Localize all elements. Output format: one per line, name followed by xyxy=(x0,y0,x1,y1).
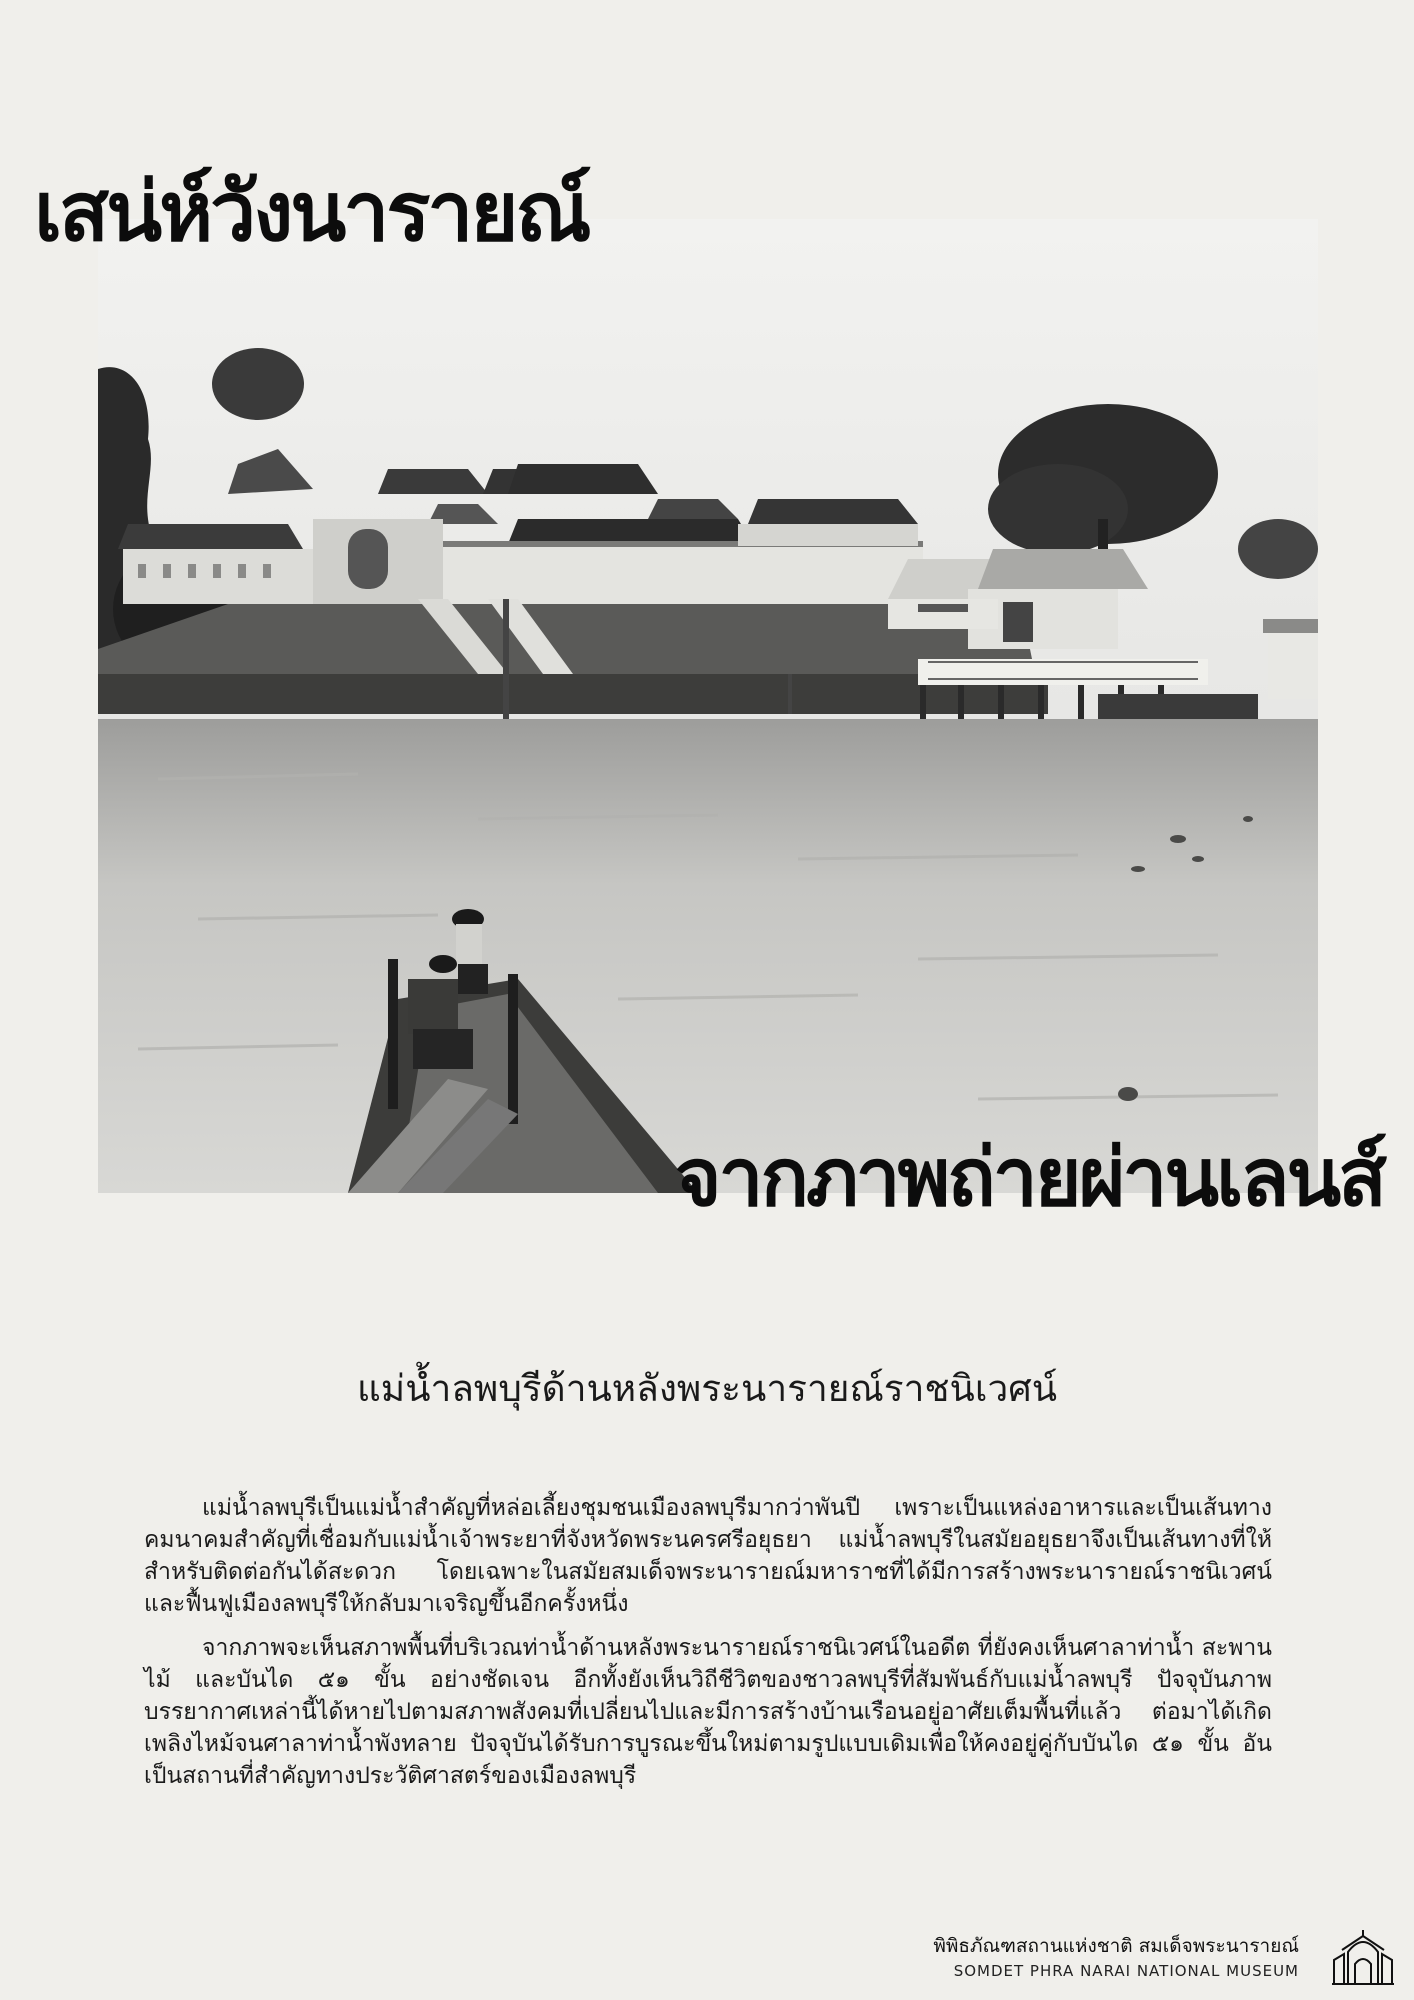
museum-name-english: SOMDET PHRA NARAI NATIONAL MUSEUM xyxy=(953,1962,1299,1980)
museum-gate-logo-icon xyxy=(1330,1930,1396,1986)
historic-photo xyxy=(98,219,1318,1193)
page-title: เสน่ห์วังนารายณ์ xyxy=(34,165,589,260)
photo-caption-heading: แม่น้ำลพบุรีด้านหลังพระนารายณ์ราชนิเวศน์ xyxy=(356,1367,1058,1410)
paragraph: แม่น้ำลพบุรีเป็นแม่น้ำสำคัญที่หล่อเลี้ยงชุมชนเมืองลพบุรีมากว่าพันปี เพราะเป็นแหล่งอาหารและเป็นเส้นทางคมนาคมสำคัญที่เชื่อมกับแม่น้ำเจ้าพระยาที่จังหวัดพระนครศรีอยุธยา แม่น้ำลพบุรีในสมัยอยุธยาจึงเป็นเส้นทางที่ให้สำหรับติดต่อกันได้สะดวก โดยเฉพาะในสมัยสมเด็จพระนารายณ์มหาราชที่ได้มีการสร้างพระนารายณ์ราชนิเวศน์และฟื้นฟูเมืองลพบุรีให้กลับมาเจริญขึ้นอีกครั้งหนึ่ง xyxy=(144,1495,1272,1617)
museum-name-thai: พิพิธภัณฑสถานแห่งชาติ สมเด็จพระนารายณ์ xyxy=(933,1935,1299,1957)
paragraph: จากภาพจะเห็นสภาพพื้นที่บริเวณท่าน้ำด้านหลังพระนารายณ์ราชนิเวศน์ในอดีต ที่ยังคงเห็นศาลาท่าน้ำ สะพานไม้ และบันได ๕๑ ขั้น อย่างชัดเจน อีกทั้งยังเห็นวิถีชีวิตของชาวลพบุรีที่สัมพันธ์กับแม่น้ำลพบุรี ปัจจุบันภาพบรรยากาศเหล่านี้ได้หายไปตามสภาพสังคมที่เปลี่ยนไปและมีการสร้างบ้านเรือนอยู่อาศัยเต็มพื้นที่แล้ว ต่อมาได้เกิดเพลิงไหม้จนศาลาท่าน้ำพังทลาย ปัจจุบันได้รับการบูรณะขึ้นใหม่ตามรูปแบบเดิมเพื่อให้คงอยู่คู่กับบันได ๕๑ ขั้น อันเป็นสถานที่สำคัญทางประวัติศาสตร์ของเมืองลพบุรี xyxy=(144,1635,1272,1789)
museum-credit xyxy=(933,1933,1299,1983)
historic-riverside-palace-photo xyxy=(98,219,1318,1193)
page-title-secondary: จากภาพถ่ายผ่านเลนส์ xyxy=(674,1131,1384,1224)
article-body xyxy=(144,1492,1272,1804)
